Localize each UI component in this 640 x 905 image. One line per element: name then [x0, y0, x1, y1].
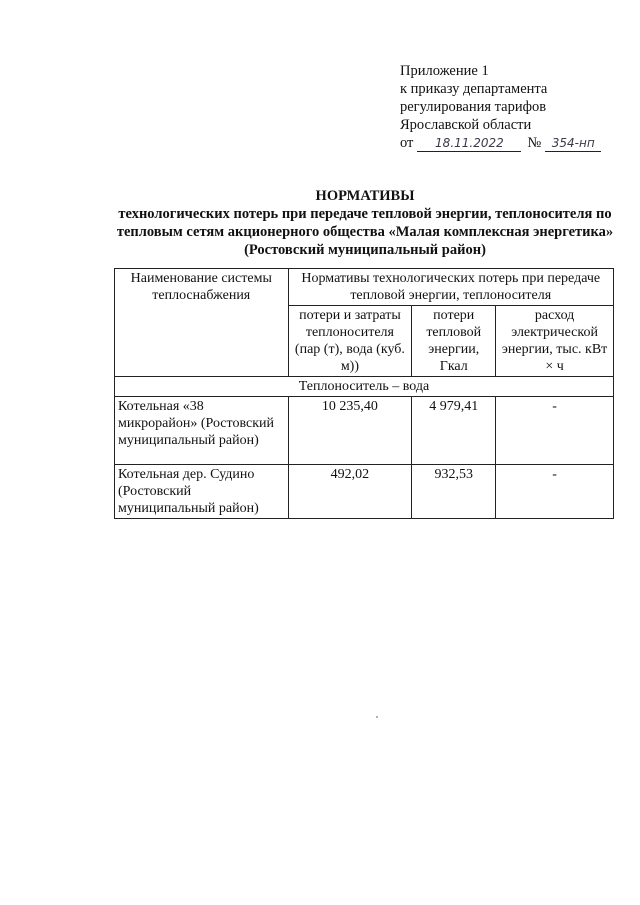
table-row: [115, 397, 614, 465]
section-row: [115, 377, 614, 397]
header-coolant-losses: потери и затраты теплоносителя (пар (т), вода (куб. м)): [288, 306, 412, 377]
heat-losses-cell: 932,53: [412, 465, 496, 519]
appendix-line-1: Приложение 1: [400, 63, 489, 79]
section-coolant-water: Теплоноситель – вода: [115, 377, 614, 397]
norms-table: [114, 268, 614, 519]
table-header-row: [115, 269, 614, 306]
system-name-cell: Котельная дер. Судино (Ростовский муниципальный район): [115, 465, 289, 519]
appendix-line-4: Ярославской области: [400, 117, 532, 133]
appendix-block: [400, 62, 630, 152]
date-prefix: от: [400, 135, 414, 151]
header-norms: Нормативы технологических потерь при передаче тепловой энергии, теплоносителя: [288, 269, 613, 306]
document-subtitle: технологических потерь при передаче тепловой энергии, теплоносителя по тепловым сетям акционерного общества «Малая комплексная энергетика» (Ростовский муниципальный район): [116, 206, 614, 258]
system-name-cell: Котельная «38 микрорайон» (Ростовский муниципальный район): [115, 397, 289, 465]
document-title: НОРМАТИВЫ: [315, 188, 415, 204]
header-heat-losses: потери тепловой энергии, Гкал: [412, 306, 496, 377]
electricity-cell: -: [496, 465, 614, 519]
coolant-losses-cell: 492,02: [288, 465, 412, 519]
scan-speck: [376, 716, 378, 718]
header-electricity: расход электрической энергии, тыс. кВт × ч: [496, 306, 614, 377]
handwritten-date: 18.11.2022: [417, 136, 521, 152]
number-prefix: №: [527, 135, 542, 151]
electricity-cell: -: [496, 397, 614, 465]
header-system-name: Наименование системы теплоснабжения: [115, 269, 289, 377]
appendix-line-2: к приказу департамента: [400, 81, 548, 97]
handwritten-order-number: 354-нп: [545, 136, 601, 152]
order-date-number-line: [400, 134, 630, 152]
coolant-losses-cell: 10 235,40: [288, 397, 412, 465]
table-row: [115, 465, 614, 519]
appendix-line-3: регулирования тарифов: [400, 99, 547, 115]
heat-losses-cell: 4 979,41: [412, 397, 496, 465]
